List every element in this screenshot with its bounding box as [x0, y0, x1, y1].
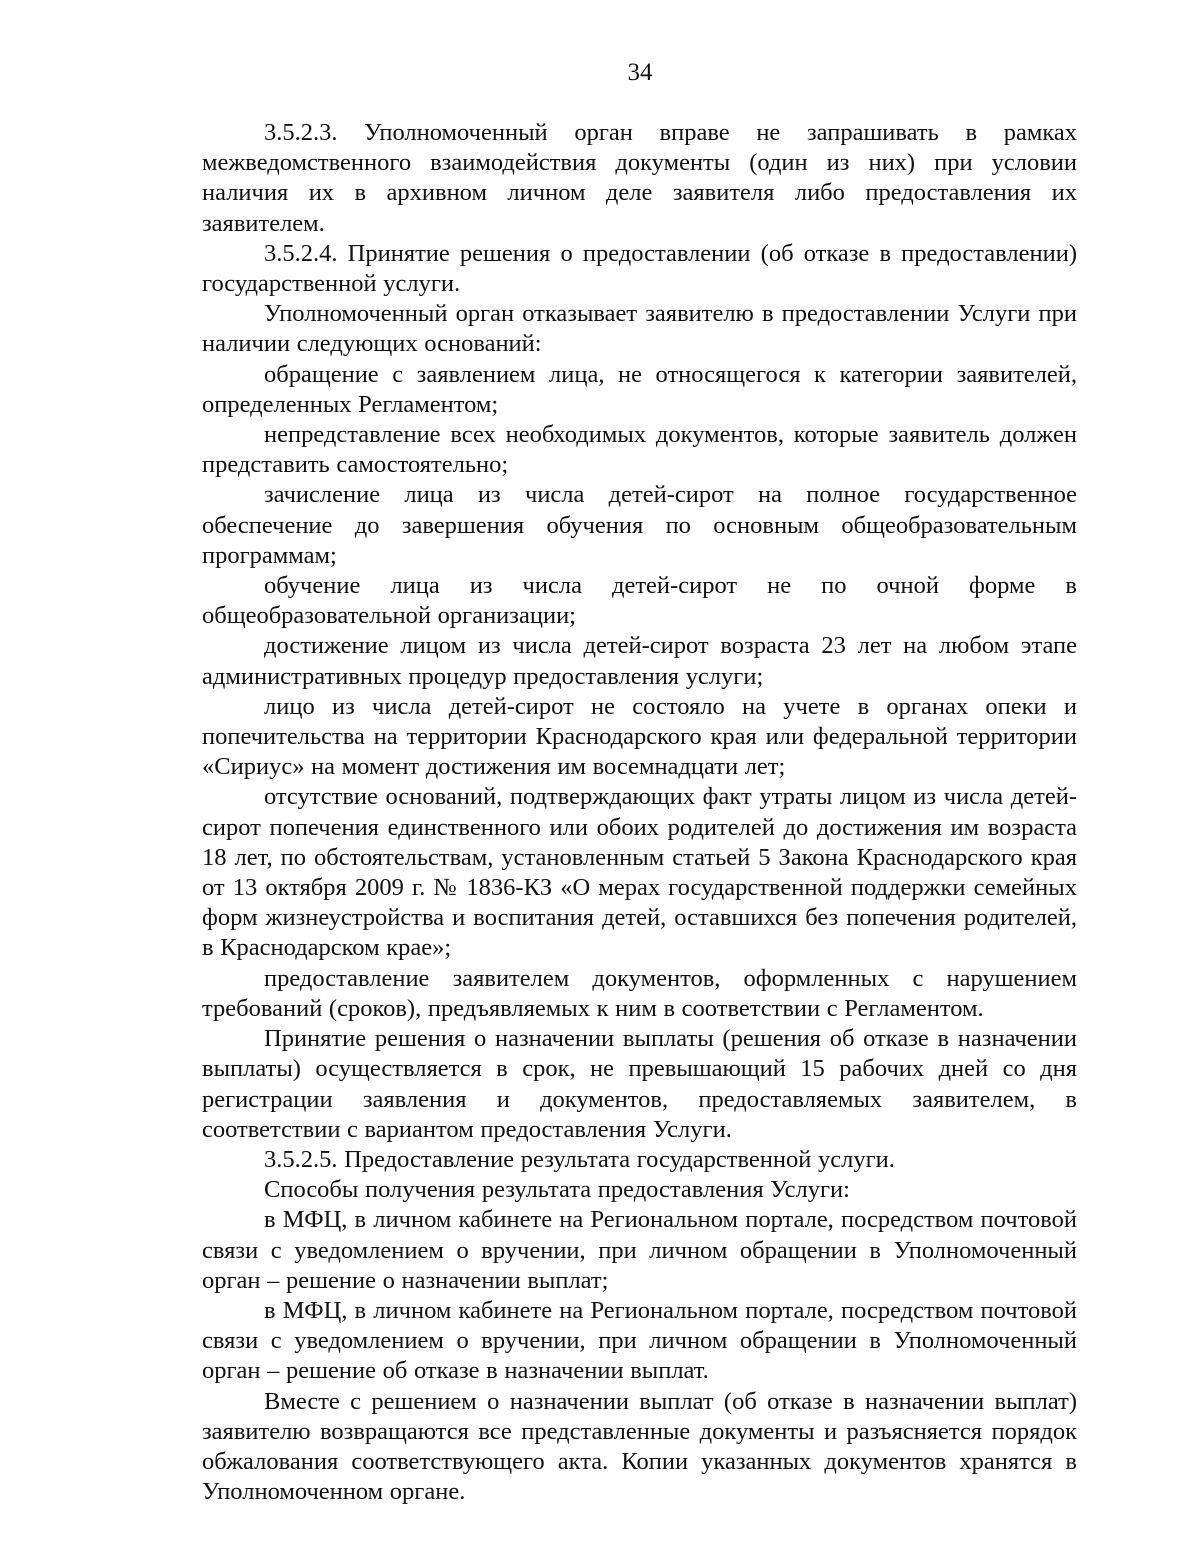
list-item-refusal-ground: обращение с заявлением лица, не относящегося к категории заявителей, определенных Регламентом;	[202, 360, 1077, 418]
page-number: 34	[627, 59, 653, 86]
list-item-refusal-ground: непредставление всех необходимых документов, которые заявитель должен представить самостоятельно;	[202, 421, 1077, 479]
paragraph-3-5-2-3: 3.5.2.3. Уполномоченный орган вправе не запрашивать в рамках межведомственного взаимодействия документы (один из них) при условии наличия их в архивном личном деле заявителя либо предоставления их заявителем.	[202, 119, 1077, 237]
paragraph-decision-term: Принятие решения о назначении выплаты (решения об отказе в назначении выплаты) осуществляется в срок, не превышающий 15 рабочих дней со дня регистрации заявления и документов, предоставляемых заявителем, в соответствии с вариантом предоставления Услуги.	[202, 1025, 1077, 1143]
document-body	[202, 118, 1077, 1507]
list-item-refusal-ground: зачисление лица из числа детей-сирот на полное государственное обеспечение до завершения обучения по основным общеобразовательным программам;	[202, 481, 1077, 569]
list-item-refusal-ground: достижение лицом из числа детей-сирот возраста 23 лет на любом этапе административных процедур предоставления услуги;	[202, 632, 1077, 690]
list-item-refusal-ground: лицо из числа детей-сирот не состояло на учете в органах опеки и попечительства на территории Краснодарского края или федеральной территории «Сириус» на момент достижения им восемнадцати лет;	[202, 692, 1077, 781]
list-item-result-method: в МФЦ, в личном кабинете на Региональном портале, посредством почтовой связи с уведомлением о вручении, при личном обращении в Уполномоченный орган – решение об отказе в назначении выплат.	[202, 1296, 1077, 1385]
paragraph-3-5-2-5: 3.5.2.5. Предоставление результата государственной услуги.	[264, 1145, 895, 1173]
list-item-refusal-ground: предоставление заявителем документов, оформленных с нарушением требований (сроков), предъявляемых к ним в соответствии с Регламентом.	[202, 964, 1077, 1022]
paragraph-documents-return: Вместе с решением о назначении выплат (об отказе в назначении выплат) заявителю возвращаются все представленные документы и разъясняется порядок обжалования соответствующего акта. Копии указанных документов хранятся в Уполномоченном органе.	[202, 1387, 1077, 1506]
list-item-refusal-ground: отсутствие оснований, подтверждающих факт утраты лицом из числа детей-сирот попечения единственного или обоих родителей до достижения им возраста 18 лет, по обстоятельствам, установленным статьей 5 Закона Краснодарского края от 13 октября 2009 г. № 1836-КЗ «О мерах государственной поддержки семейных форм жизнеустройства и воспитания детей, оставшихся без попечения родителей, в Краснодарском крае»;	[202, 783, 1077, 962]
paragraph-result-methods-intro: Способы получения результата предоставления Услуги:	[264, 1176, 850, 1204]
list-item-result-method: в МФЦ, в личном кабинете на Региональном портале, посредством почтовой связи с уведомлением о вручении, при личном обращении в Уполномоченный орган – решение о назначении выплат;	[202, 1206, 1077, 1294]
list-item-refusal-ground: обучение лица из числа детей-сирот не по очной форме в общеобразовательной организации;	[202, 572, 1077, 630]
paragraph-refusal-intro: Уполномоченный орган отказывает заявителю в предоставлении Услуги при наличии следующих оснований:	[202, 300, 1077, 358]
paragraph-3-5-2-4: 3.5.2.4. Принятие решения о предоставлении (об отказе в предоставлении) государственной услуги.	[202, 239, 1077, 298]
